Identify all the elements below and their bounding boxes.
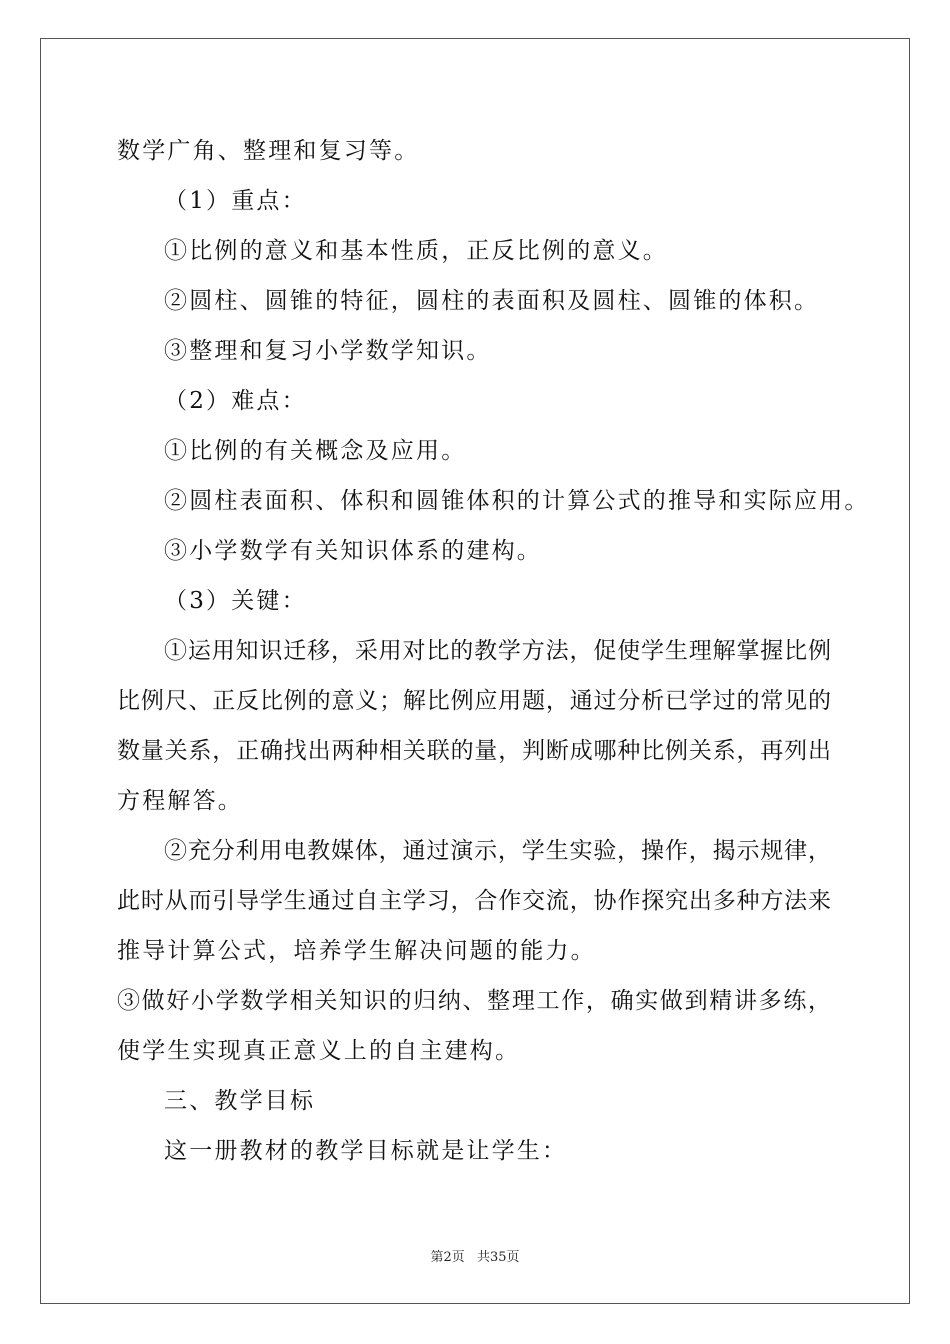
list-item: ①比例的有关概念及应用。 bbox=[164, 438, 467, 464]
paragraph-line: ①运用知识迁移，采用对比的教学方法，促使学生理解掌握比例 bbox=[164, 638, 831, 664]
list-item: ②圆柱、圆锥的特征，圆柱的表面积及圆柱、圆锥的体积。 bbox=[164, 288, 820, 314]
list-item: ①比例的意义和基本性质，正反比例的意义。 bbox=[164, 238, 668, 264]
page-number: 第2页 bbox=[430, 1250, 465, 1265]
paragraph-line: ③做好小学数学相关知识的归纳、整理工作，确实做到精讲多练， bbox=[117, 988, 831, 1014]
list-item: ③小学数学有关知识体系的建构。 bbox=[164, 538, 542, 564]
paragraph-line: 此时从而引导学生通过自主学习，合作交流，协作探究出多种方法来 bbox=[117, 888, 831, 914]
list-item: ③整理和复习小学数学知识。 bbox=[164, 338, 492, 364]
page-footer bbox=[0, 1246, 950, 1265]
page-total: 共35页 bbox=[476, 1250, 520, 1265]
paragraph-line: 数量关系，正确找出两种相关联的量，判断成哪种比例关系，再列出 bbox=[117, 738, 831, 764]
list-item: ②圆柱表面积、体积和圆锥体积的计算公式的推导和实际应用。 bbox=[164, 488, 870, 514]
paragraph-line: 数学广角、整理和复习等。 bbox=[117, 138, 420, 164]
paragraph-line: ②充分利用电教媒体，通过演示，学生实验，操作，揭示规律， bbox=[164, 838, 831, 864]
section-heading-teaching-goals: 三、教学目标 bbox=[164, 1088, 316, 1114]
paragraph-line: 使学生实现真正意义上的自主建构。 bbox=[117, 1038, 521, 1064]
paragraph-line: 推导计算公式，培养学生解决问题的能力。 bbox=[117, 938, 596, 964]
paragraph-line: 这一册教材的教学目标就是让学生： bbox=[164, 1138, 568, 1164]
paragraph-line: 方程解答。 bbox=[117, 788, 243, 814]
section-heading-difficulties: （2）难点： bbox=[164, 388, 307, 414]
section-heading-key: （3）关键： bbox=[164, 588, 307, 614]
paragraph-line: 比例尺、正反比例的意义；解比例应用题，通过分析已学过的常见的 bbox=[117, 688, 831, 714]
section-heading-key-points: （1）重点： bbox=[164, 188, 307, 214]
